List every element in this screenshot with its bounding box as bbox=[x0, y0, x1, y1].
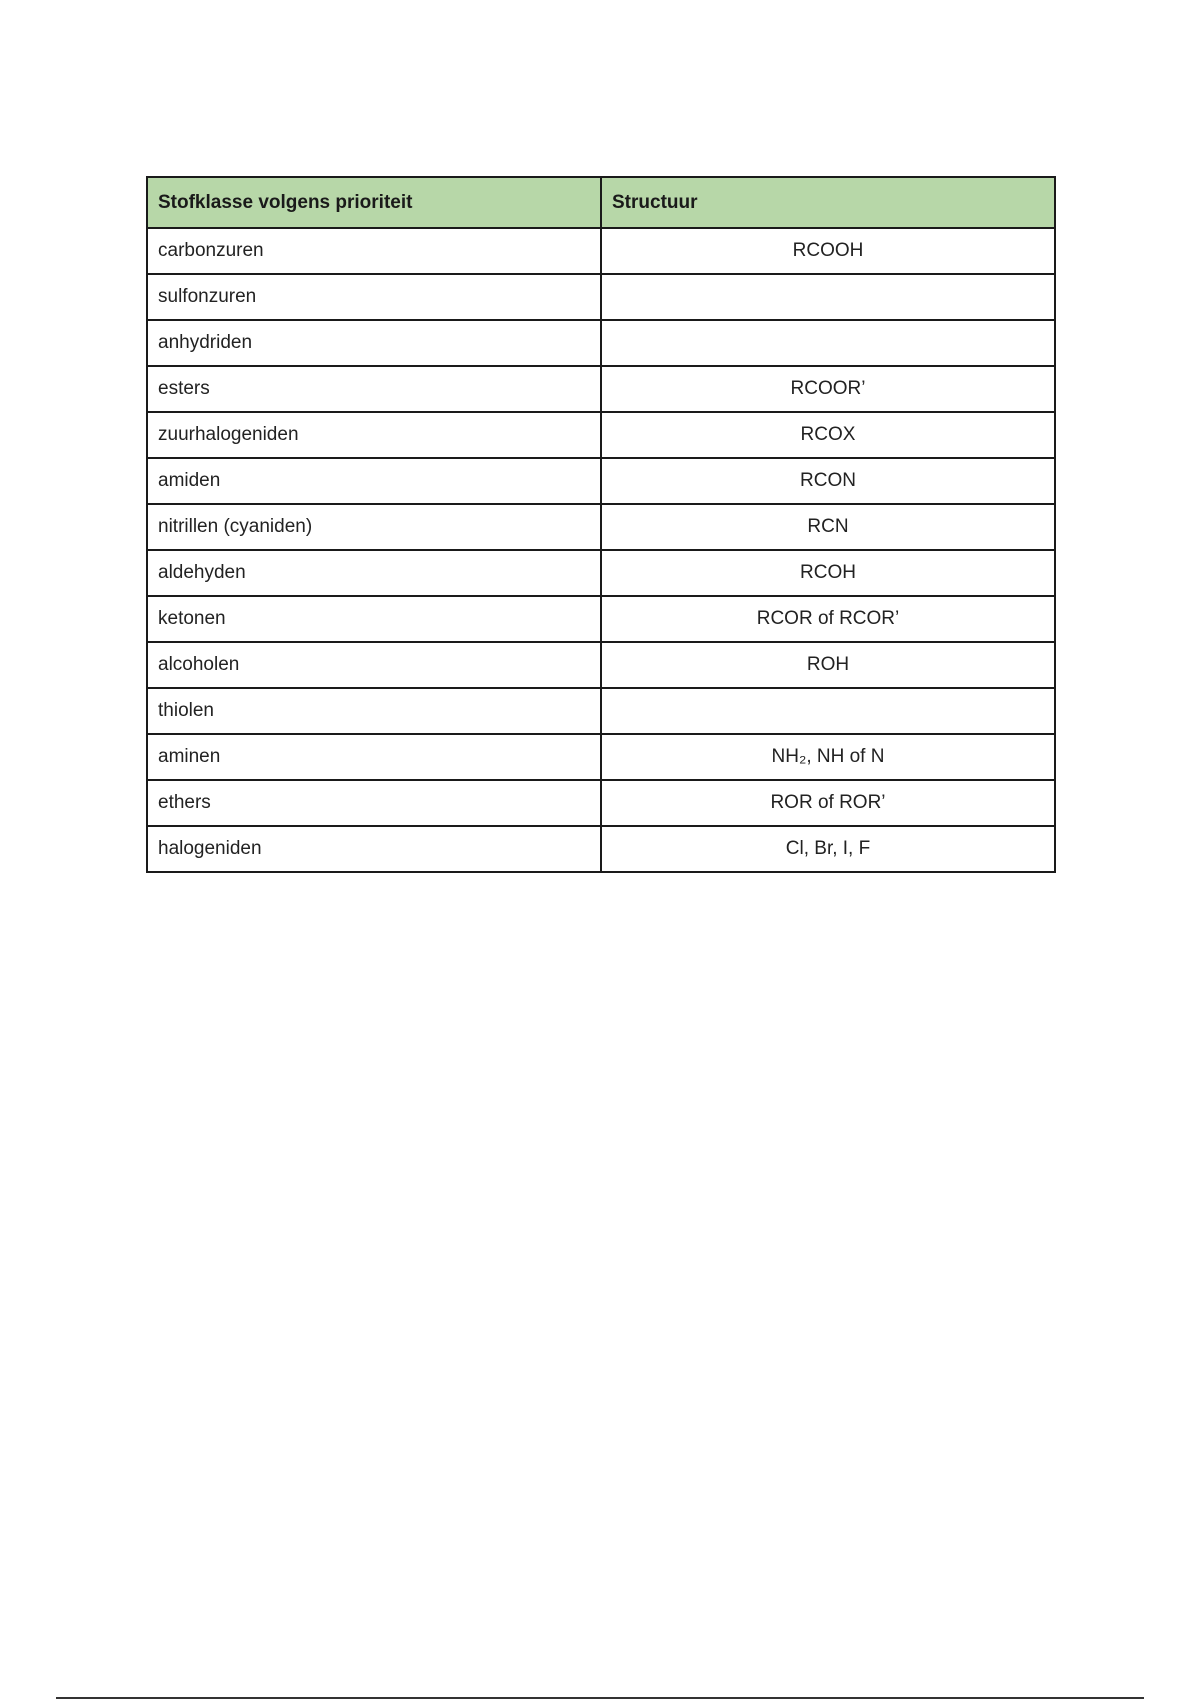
row-name-cell: carbonzuren bbox=[147, 228, 601, 274]
row-structure-cell: Cl, Br, I, F bbox=[601, 826, 1055, 872]
table-row bbox=[147, 228, 1055, 274]
table-row bbox=[147, 458, 1055, 504]
table-row bbox=[147, 274, 1055, 320]
table-row bbox=[147, 688, 1055, 734]
row-name-cell: ketonen bbox=[147, 596, 601, 642]
row-name-cell: halogeniden bbox=[147, 826, 601, 872]
row-name-cell: amiden bbox=[147, 458, 601, 504]
priority-table bbox=[146, 176, 1056, 873]
header-structuur: Structuur bbox=[601, 177, 1055, 228]
table-row bbox=[147, 596, 1055, 642]
header-stofklasse: Stofklasse volgens prioriteit bbox=[147, 177, 601, 228]
table-row bbox=[147, 412, 1055, 458]
row-name-cell: aldehyden bbox=[147, 550, 601, 596]
table-row bbox=[147, 734, 1055, 780]
row-name-cell: ethers bbox=[147, 780, 601, 826]
row-name-cell: thiolen bbox=[147, 688, 601, 734]
table-header-row bbox=[147, 177, 1055, 228]
row-structure-cell bbox=[601, 274, 1055, 320]
row-structure-cell bbox=[601, 320, 1055, 366]
row-structure-cell: RCOH bbox=[601, 550, 1055, 596]
row-structure-cell: RCOOH bbox=[601, 228, 1055, 274]
row-structure-cell: RCOX bbox=[601, 412, 1055, 458]
row-structure-cell: RCON bbox=[601, 458, 1055, 504]
row-structure-cell bbox=[601, 688, 1055, 734]
table-row bbox=[147, 504, 1055, 550]
row-structure-cell: ROR of ROR’ bbox=[601, 780, 1055, 826]
row-name-cell: sulfonzuren bbox=[147, 274, 601, 320]
row-name-cell: alcoholen bbox=[147, 642, 601, 688]
row-name-cell: aminen bbox=[147, 734, 601, 780]
table-row bbox=[147, 826, 1055, 872]
row-structure-cell: RCN bbox=[601, 504, 1055, 550]
table-row bbox=[147, 780, 1055, 826]
row-structure-cell: ROH bbox=[601, 642, 1055, 688]
table-row bbox=[147, 642, 1055, 688]
table-row bbox=[147, 550, 1055, 596]
row-structure-cell: RCOR of RCOR’ bbox=[601, 596, 1055, 642]
footer-divider bbox=[56, 1697, 1144, 1699]
table-row bbox=[147, 366, 1055, 412]
row-name-cell: zuurhalogeniden bbox=[147, 412, 601, 458]
row-name-cell: nitrillen (cyaniden) bbox=[147, 504, 601, 550]
table-row bbox=[147, 320, 1055, 366]
row-name-cell: anhydriden bbox=[147, 320, 601, 366]
row-structure-cell: RCOOR’ bbox=[601, 366, 1055, 412]
row-name-cell: esters bbox=[147, 366, 601, 412]
row-structure-cell: NH₂, NH of N bbox=[601, 734, 1055, 780]
